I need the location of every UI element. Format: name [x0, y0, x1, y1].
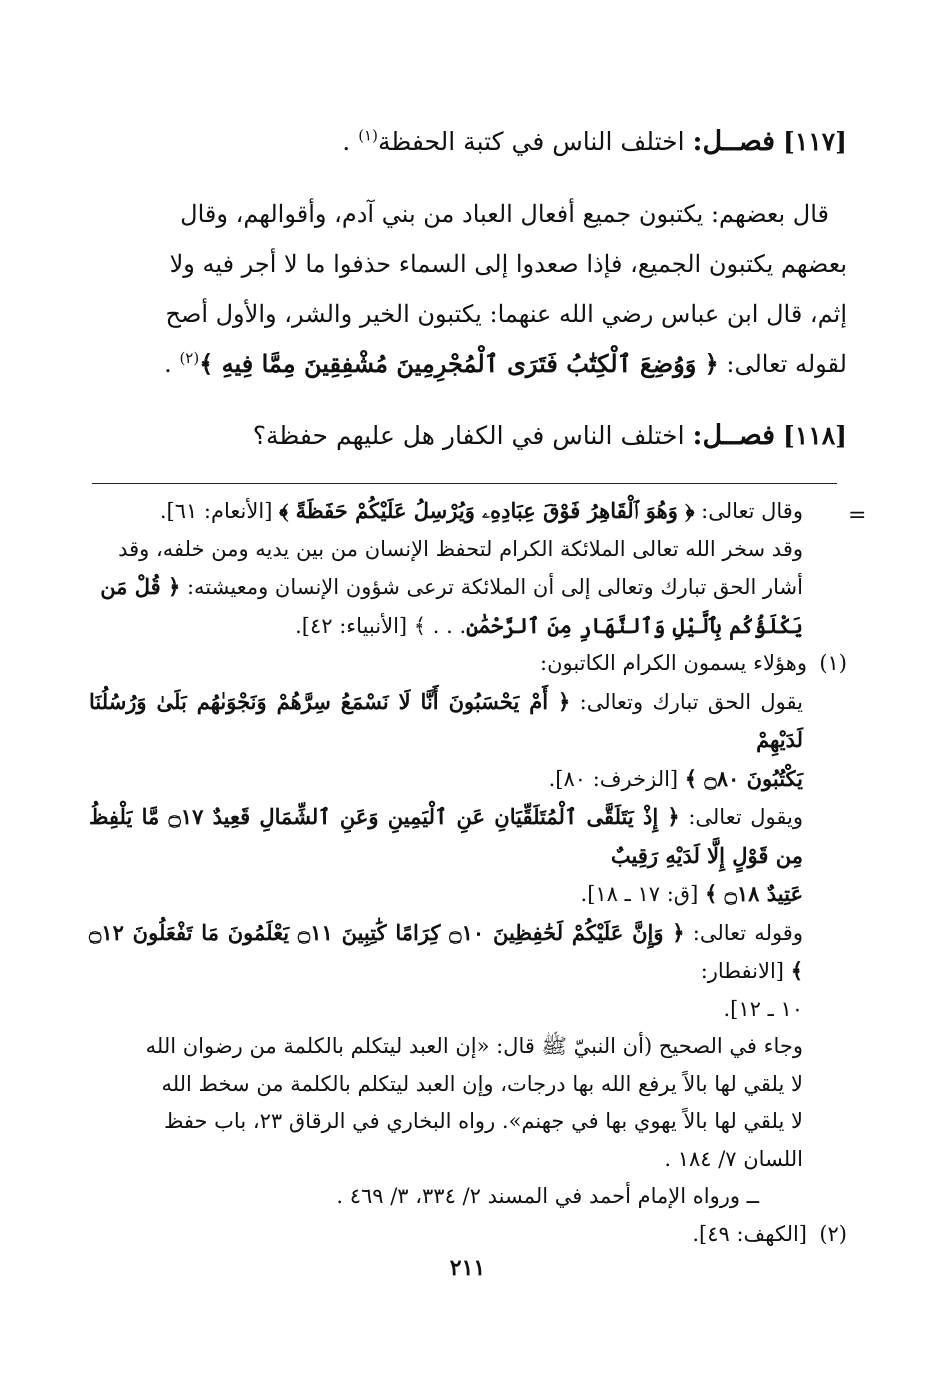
footnote-ref-1[interactable]: (١) — [358, 126, 378, 145]
footnote-2: (٢)[الكهف: ٤٩]. — [89, 1216, 847, 1254]
footnote-line: ١٠ ـ ١٢]. — [723, 996, 803, 1021]
section-118-number: [١١٨] — [783, 421, 847, 450]
section-118-text: اختلف الناس في الكفار هل عليهم حفظة؟ — [252, 421, 685, 450]
section-117-fasl: فصــل: — [692, 126, 776, 157]
section-117-number: [١١٧] — [783, 127, 847, 156]
section-118-heading — [87, 416, 847, 456]
paragraph-line: قال بعضهم: يكتبون جميع أفعال العباد من بني آدم، وأقوالهم، وقال — [180, 200, 829, 228]
footnote-line: يَكْلَؤُكُم بِٱلَّيْلِ وَٱلنَّهَارِ مِنَ ٱلرَّحْمَٰنِ. . . ﴾ [الأنبياء: ٤٢]. — [295, 612, 803, 638]
section-118-fasl: فصــل: — [692, 420, 776, 451]
footnote-line: يَكْتُبُونَ ۝٨٠ ﴾ [الزخرف: ٨٠]. — [548, 765, 803, 791]
continuation-mark: = — [848, 503, 867, 528]
footnotes — [89, 492, 847, 1253]
quran-verse: ﴿ وَوُضِعَ ٱلْكِتَٰبُ فَتَرَى ٱلْمُجْرِمِينَ مُشْفِقِينَ مِمَّا فِيهِ ﴾ — [199, 349, 719, 378]
ahmad-line: ــ ورواه الإمام أحمد في المسند ٢/ ٣٣٤، ٣/ ٤٦٩ . — [336, 1184, 759, 1208]
section-117-heading: [١١٧] فصــل: اختلف الناس في كتبة الحفظة$^{(١)}$ . — [342, 126, 847, 157]
paragraph-line: بعضهم يكتبون الجميع، فإذا صعدوا إلى السماء حذفوا ما لا أجر فيه ولا — [169, 250, 847, 278]
footnote-1-label: (١) — [819, 651, 847, 675]
paragraph-117 — [99, 189, 847, 389]
paragraph-line-last: لقوله تعالى: ﴿ وَوُضِعَ ٱلْكِتَٰبُ فَتَرَى ٱلْمُجْرِمِينَ مُشْفِقِينَ مِمَّا فِيهِ ﴾$^{(٢)}$ . — [164, 349, 847, 378]
footnote-line: يقول الحق تبارك وتعالى: ﴿ أَمْ يَحْسَبُونَ أَنَّا لَا نَسْمَعُ سِرَّهُمْ وَنَجْوَىٰهُم بَلَىٰ وَرُسُلُنَا لَدَيْهِمْ — [89, 688, 804, 752]
footnote-line: وقد سخر الله تعالى الملائكة الكرام لتحفظ الإنسان من بين يديه ومن خلفه، وقد — [118, 536, 803, 561]
footnote-line: عَتِيدٌ ۝١٨ ﴾ [ق: ١٧ ـ ١٨]. — [580, 881, 803, 906]
hadith-line: لا يلقي لها بالاً يرفع الله بها درجات، وإن العبد ليتكلم بالكلمة من سخط الله — [161, 1071, 803, 1096]
footnote-separator — [92, 483, 837, 484]
page-number: ٢١١ — [449, 1255, 486, 1281]
footnote-line: وقوله تعالى: ﴿ وَإِنَّ عَلَيْكُمْ لَحَٰفِظِينَ ۝١٠ كِرَامًا كَٰتِبِينَ ۝١١ يَعْلَمُونَ مَا تَفْعَلُونَ ۝١٢ ﴾ [الانفطار: — [89, 919, 803, 983]
footnote-ref-2[interactable]: (٢) — [179, 349, 200, 367]
paragraph-line: إثم، قال ابن عباس رضي الله عنهما: يكتبون الخير والشر، والأول أصح — [165, 300, 847, 328]
footnote-line: أشار الحق تبارك وتعالى إلى أن الملائكة ترعى شؤون الإنسان ومعيشته: ﴿ قُلْ مَن — [100, 574, 803, 599]
section-117-text: اختلف الناس في كتبة الحفظة — [377, 127, 685, 156]
footnote-1-heading: (١)وهؤلاء يسمون الكرام الكاتبون: — [89, 645, 847, 683]
hadith-line: وجاء في الصحيح (أن النبيّ ﷺ قال: «إن العبد ليتكلم بالكلمة من رضوان الله — [145, 1034, 803, 1058]
hadith-line: لا يلقي لها بالاً يهوي بها في جهنم». رواه البخاري في الرقاق ٢٣، باب حفظ — [163, 1109, 803, 1133]
footnote-line: وقال تعالى: ﴿ وَهُوَ ٱلْقَاهِرُ فَوْقَ عِبَادِهِۦ وَيُرْسِلُ عَلَيْكُمْ حَفَظَةً ﴾ [الأنعام: ٦١]. — [159, 498, 803, 523]
footnote-line: ويقول تعالى: ﴿ إِذْ يَتَلَقَّى ٱلْمُتَلَقِّيَانِ عَنِ ٱلْيَمِينِ وَعَنِ ٱلشِّمَالِ قَعِيدٌ ۝١٧ مَّا يَلْفِظُ مِن قَوْلٍ إِلَّا لَدَيْهِ رَقِيبٌ — [89, 804, 804, 868]
footnote-2-label: (٢) — [819, 1221, 847, 1246]
hadith-line: اللسان ٧/ ١٨٤ . — [664, 1146, 803, 1171]
